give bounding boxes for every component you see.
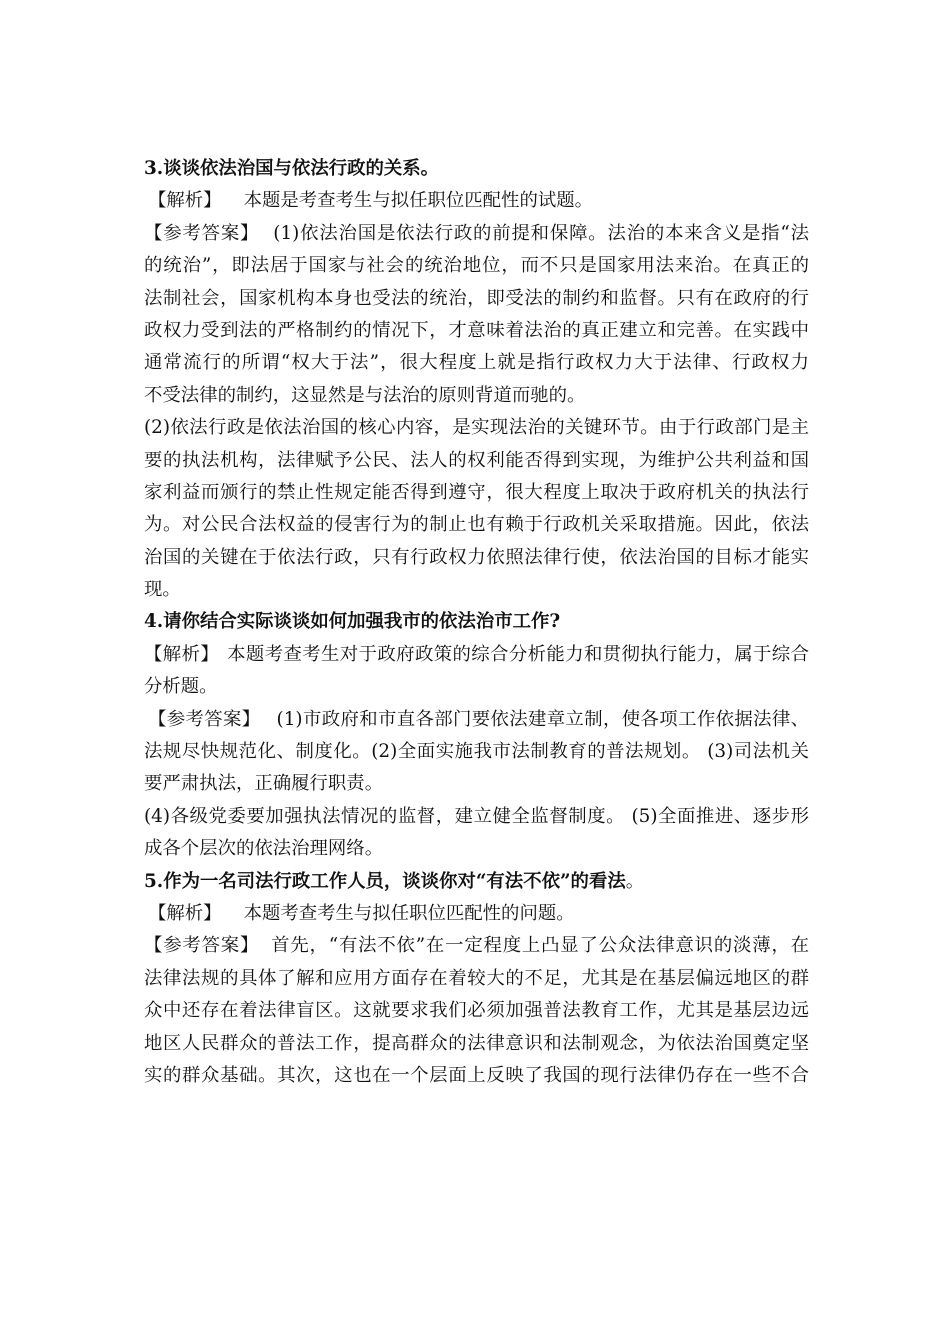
question-3-answer-line: 【参考答案】 (1)依法治国是依法行政的前提和保障。法治的本来含义是指“法 — [144, 222, 809, 244]
analysis-label: 【解析】 — [144, 643, 220, 665]
question-5-answer-line: 地区人民群众的普法工作，提高群众的法律意识和法制观念，为依法治国奠定坚 — [144, 1032, 809, 1054]
question-5-answer-line: 众中还存在着法律盲区。这就要求我们必须加强普法教育工作，尤其是基层边远 — [144, 1000, 809, 1022]
question-3-answer-line: 不受法律的制约，这显然是与法治的原则背道而驰的。 — [144, 384, 586, 406]
question-4-analysis: 【解析】 本题考查考生对于政府政策的综合分析能力和贯彻执行能力，属于综合 — [144, 643, 809, 665]
question-5-title: 5.作为一名司法行政工作人员，谈谈你对“有法不依”的看法。 — [144, 870, 645, 892]
question-3-answer-line: (2)依法行政是依法治国的核心内容，是实现法治的关键环节。由于行政部门是主 — [144, 417, 809, 439]
document-page — [144, 153, 809, 1092]
analysis-label: 【解析】 — [148, 902, 222, 924]
answer-label: 【参考答案】 — [144, 935, 260, 957]
question-3-answer-line: 法制社会，国家机构本身也受法的统治，即受法的制约和监督。只有在政府的行 — [144, 287, 809, 309]
answer-label: 【参考答案】 — [144, 222, 260, 244]
question-3-answer-line: 为。对公民合法权益的侵害行为的制止也有赖于行政机关采取措施。因此，依法 — [144, 514, 809, 536]
question-4-answer-line: (4)各级党委要加强执法情况的监督，建立健全监督制度。 (5)全面推进、逐步形 — [144, 805, 809, 827]
question-3-analysis: 【解析】 本题是考查考生与拟任职位匹配性的试题。 — [148, 190, 594, 212]
question-3-answer-line: 要的执法机构，法律赋予公民、法人的权利能否得到实现，为维护公共利益和国 — [144, 449, 809, 471]
question-3-answer-line: 家利益而颁行的禁止性规定能否得到遵守，很大程度上取决于政府机关的执法行 — [144, 481, 809, 503]
question-3-answer-line: 治国的关键在于依法行政，只有行政权力依照法律行使，依法治国的目标才能实 — [144, 546, 809, 568]
question-4-answer-line: 法规尽快规范化、制度化。(2)全面实施我市法制教育的普法规划。 (3)司法机关 — [144, 741, 809, 763]
question-5-answer-line: 【参考答案】 首先，“有法不依”在一定程度上凸显了公众法律意识的淡薄，在 — [144, 935, 809, 957]
question-3-answer-line: 的统治”，即法居于国家与社会的统治地位，而不只是国家用法来治。在真正的 — [144, 255, 809, 277]
question-4-answer-line: 要严肃执法，正确履行职责。 — [144, 773, 384, 795]
question-3-title: 3.谈谈依法治国与依法行政的关系。 — [144, 158, 440, 179]
question-3-answer-line: 现。 — [144, 579, 181, 601]
question-5-analysis: 【解析】 本题考查考生与拟任职位匹配性的问题。 — [148, 902, 575, 924]
question-4-title: 4.请你结合实际谈谈如何加强我市的依法治市工作? — [144, 611, 561, 633]
question-3-answer-line: 通常流行的所谓“权大于法”，很大程度上就是指行政权力大于法律、行政权力 — [144, 352, 809, 374]
question-5-answer-line: 法律法规的具体了解和应用方面存在着较大的不足，尤其是在基层偏远地区的群 — [144, 967, 809, 989]
question-5-answer-line: 实的群众基础。其次，这也在一个层面上反映了我国的现行法律仍存在一些不合 — [144, 1064, 809, 1086]
question-4-analysis-line: 分析题。 — [144, 676, 218, 698]
analysis-label: 【解析】 — [148, 190, 222, 212]
question-4-answer-line: 成各个层次的依法治理网络。 — [144, 838, 384, 860]
question-3-answer-line: 政权力受到法的严格制约的情况下，才意味着法治的真正建立和完善。在实践中 — [144, 319, 809, 341]
answer-label: 【参考答案】 — [148, 708, 261, 730]
question-4-answer-line: 【参考答案】 (1)市政府和市直各部门要依法建章立制，使各项工作依据法律、 — [148, 708, 809, 730]
